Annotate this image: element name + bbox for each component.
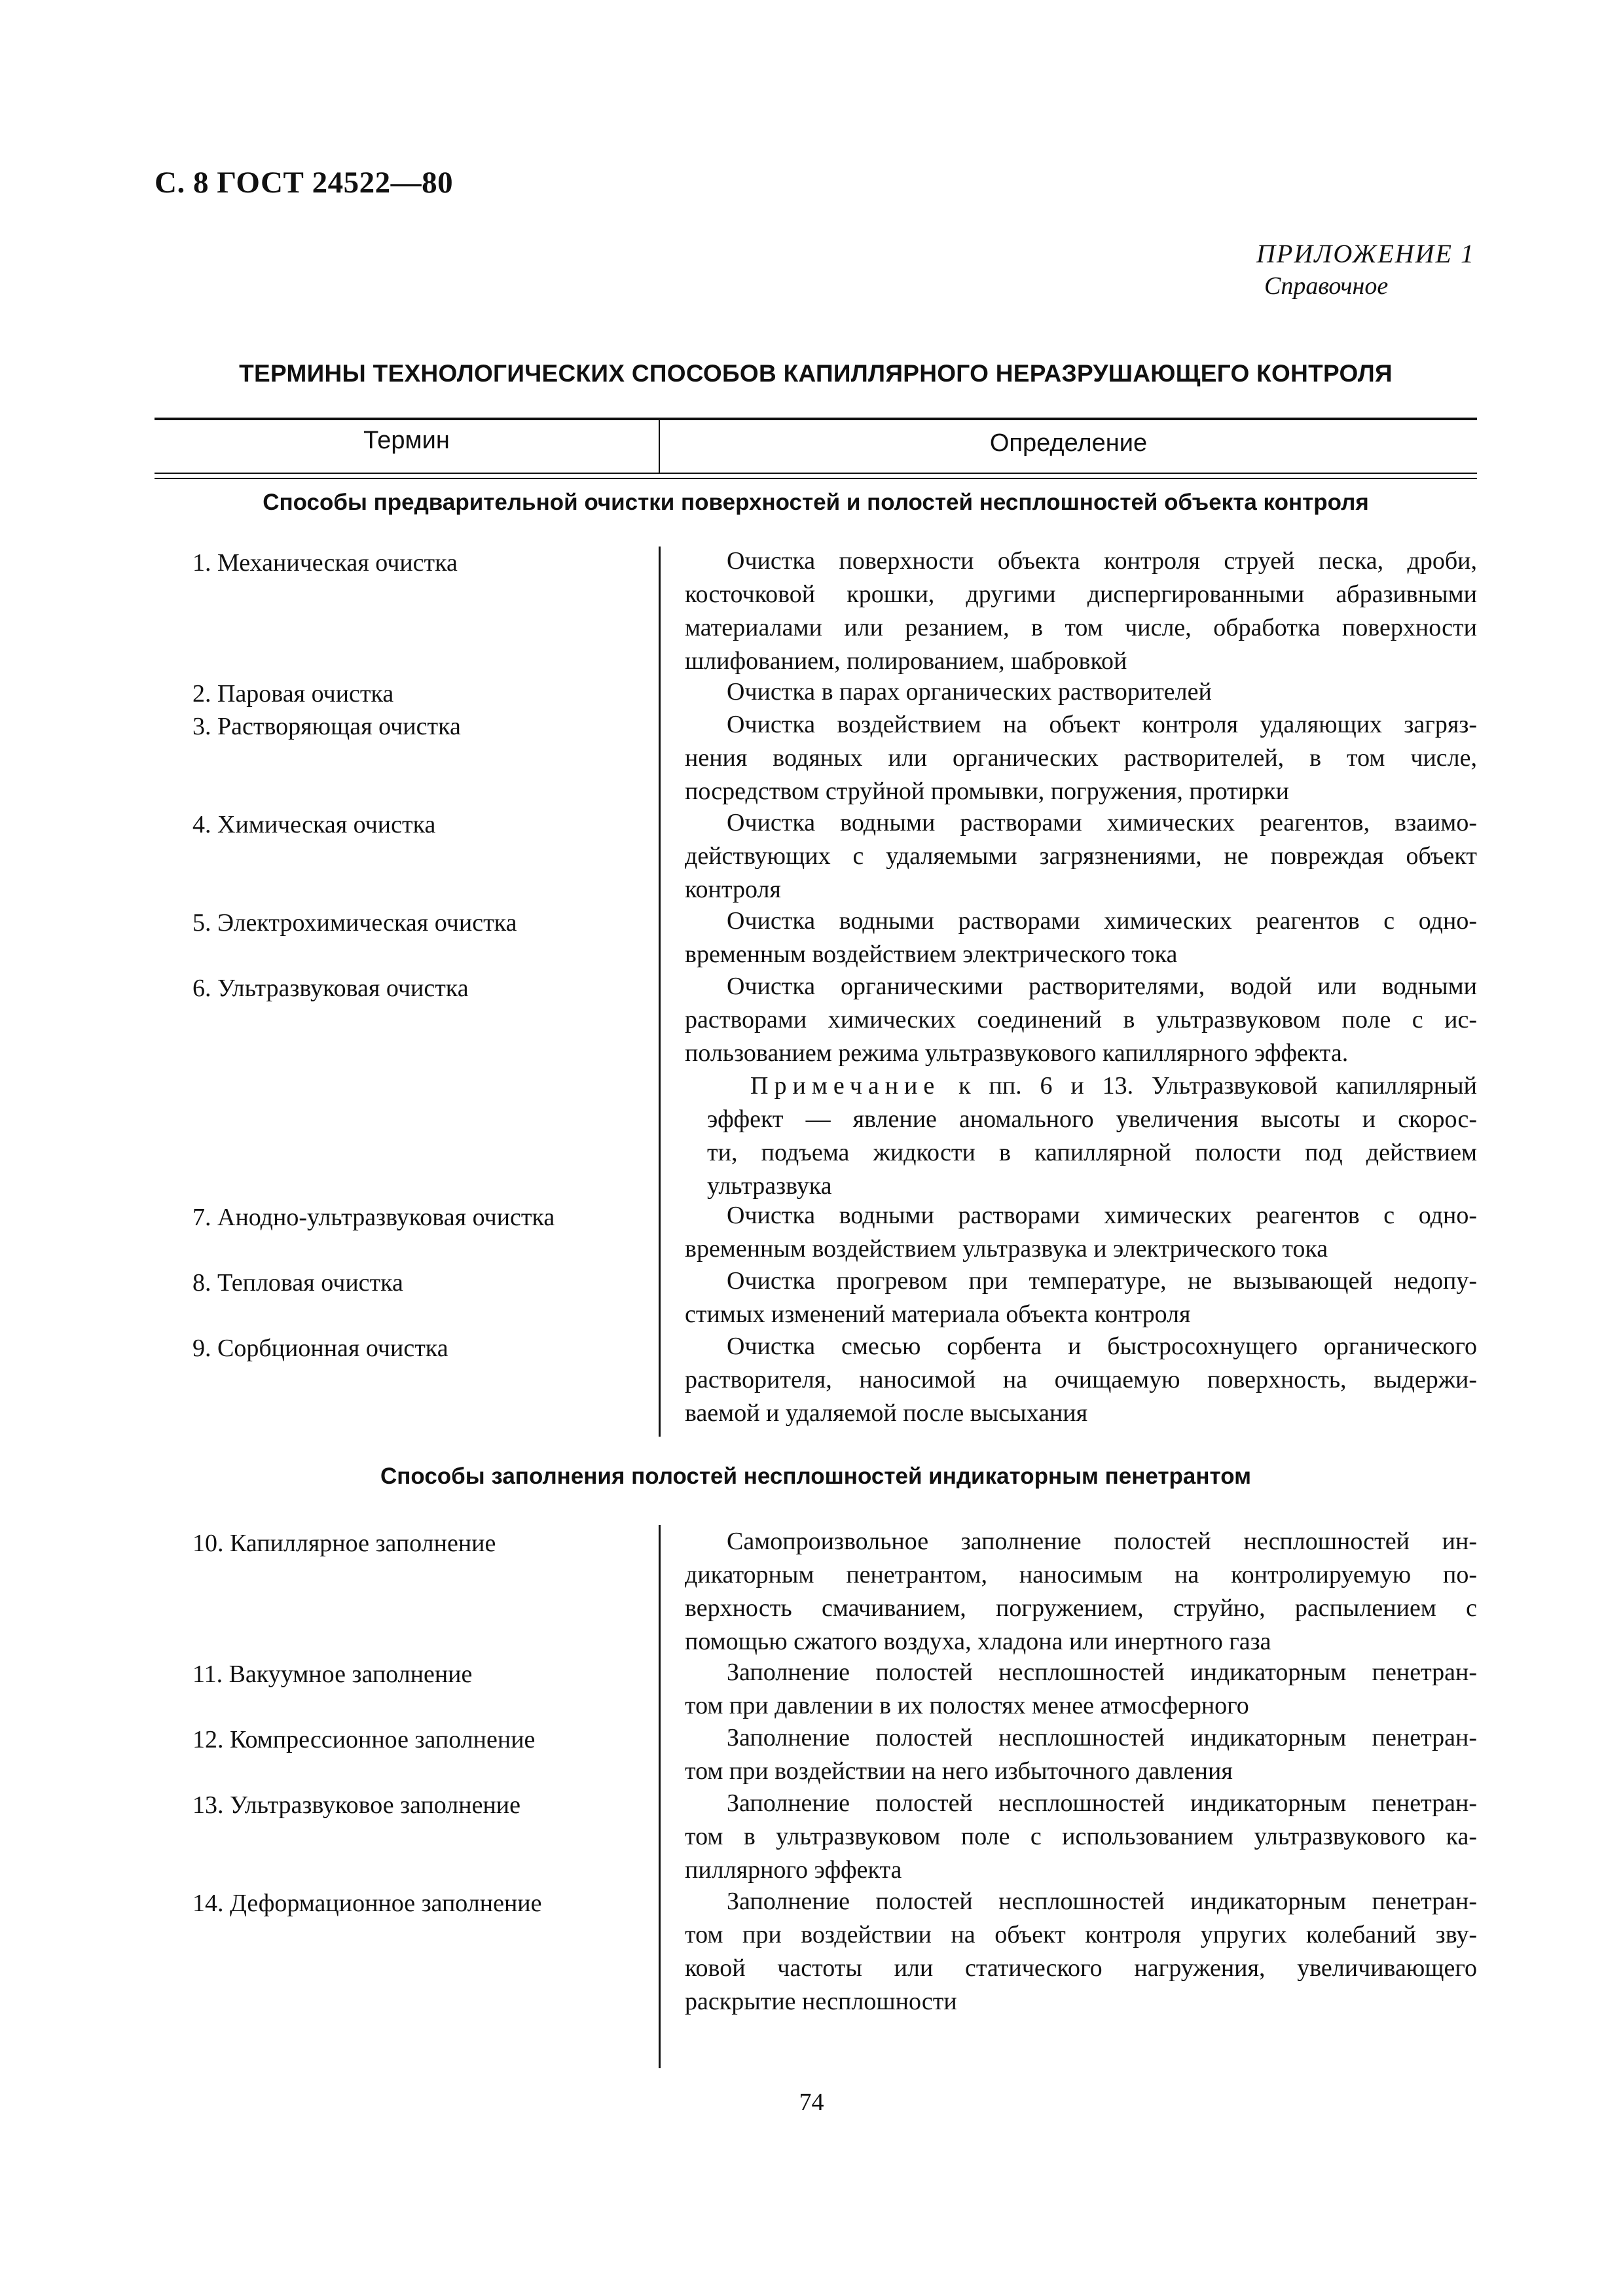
term-item: 5. Электрохимическая очистка xyxy=(192,909,517,937)
definition-item: Очистка водными растворами химических реагентов с одно- временным воздействием электрического тока xyxy=(685,907,1477,968)
term-item: 4. Химическая очистка xyxy=(192,811,436,838)
definition-item: Очистка органическими растворителями, водой или водными растворами химических соединений в ультразвуковом поле с ис- пользованием режима ультразвукового капиллярного эффекта. xyxy=(685,973,1477,1067)
page-number: 74 xyxy=(799,2089,824,2116)
definition-item: Очистка прогревом при температуре, не вызывающей недопу- стимых изменений материала объекта контроля xyxy=(685,1267,1477,1328)
definition-item: Очистка в парах органических растворителей xyxy=(727,678,1212,706)
definition-item: Очистка смесью сорбента и быстросохнущего органического растворителя, наносимой на очищаемую поверхность, выдержи- ваемой и удаляемой после высыхания xyxy=(685,1333,1477,1427)
term-item: 14. Деформационное заполнение xyxy=(192,1890,542,1917)
column-divider xyxy=(659,547,661,1437)
definition-item: Заполнение полостей несплошностей индикаторным пенетран- том при давлении в их полостях менее атмосферного xyxy=(685,1659,1477,1719)
term-item: 9. Сорбционная очистка xyxy=(192,1335,448,1362)
column-divider xyxy=(659,1525,661,2068)
term-item: 2. Паровая очистка xyxy=(192,680,394,708)
page-header: С. 8 ГОСТ 24522—80 xyxy=(155,166,454,200)
column-header-definition: Определение xyxy=(989,429,1148,457)
term-item: 13. Ультразвуковое заполнение xyxy=(192,1791,521,1819)
term-item: 10. Капиллярное заполнение xyxy=(192,1530,496,1557)
appendix-subtitle: Справочное xyxy=(1264,272,1389,300)
term-item: 12. Компрессионное заполнение xyxy=(192,1726,536,1753)
document-title: ТЕРМИНЫ ТЕХНОЛОГИЧЕСКИХ СПОСОБОВ КАПИЛЛЯРНОГО НЕРАЗРУШАЮЩЕГО КОНТРОЛЯ xyxy=(239,360,1393,387)
term-item: 11. Вакуумное заполнение xyxy=(192,1660,473,1688)
appendix-title: ПРИЛОЖЕНИЕ 1 xyxy=(1256,239,1475,268)
definition-item: Заполнение полостей несплошностей индикаторным пенетран- том при воздействии на него избыточного давления xyxy=(685,1724,1477,1785)
note-label: Примечание xyxy=(750,1072,941,1100)
definition-item: Самопроизвольное заполнение полостей несплошностей ин- дикаторным пенетрантом, наносимым на контролируемую по- верхность смачиванием, погружением, струйно, распылением с помощью сжатого воздуха, хладона или инертного газа xyxy=(685,1528,1477,1655)
definition-item: Заполнение полостей несплошностей индикаторным пенетран- том при воздействии на объект контроля упругих колебаний зву- ковой частоты или статического нагружения, увеличивающего раскрытие несплошности xyxy=(685,1888,1477,2015)
definition-note: Примечание к пп. 6 и 13. Ультразвуковой капиллярный эффект — явление аномального увеличения высоты и скорос- ти, подъема жидкости в капиллярной полости под действием ультразвука xyxy=(707,1072,1477,1200)
term-item: 6. Ультразвуковая очистка xyxy=(192,975,469,1002)
definition-item: Очистка воздействием на объект контроля удаляющих загряз- нения водяных или органических растворителей, в том числе, посредством струйной промывки, погружения, протирки xyxy=(685,711,1477,805)
definition-item: Очистка водными растворами химических реагентов, взаимо- действующих с удаляемыми загрязнениями, не повреждая объект контроля xyxy=(685,809,1477,903)
definition-item: Заполнение полостей несплошностей индикаторным пенетран- том в ультразвуковом поле с использованием ультразвукового ка- пиллярного эффекта xyxy=(685,1789,1477,1884)
section-title-cleaning: Способы предварительной очистки поверхностей и полостей несплошностей объекта контроля xyxy=(263,490,1369,515)
term-item: 3. Растворяющая очистка xyxy=(192,713,461,740)
definition-item: Очистка водными растворами химических реагентов с одно- временным воздействием ультразвука и электрического тока xyxy=(685,1202,1477,1263)
table-header-double-rule xyxy=(155,473,1477,479)
term-item: 7. Анодно-ультразвуковая очистка xyxy=(192,1204,555,1231)
table-top-rule xyxy=(155,418,1477,420)
appendix-label xyxy=(1256,238,1475,300)
term-item: 1. Механическая очистка xyxy=(192,549,458,577)
section-title-filling: Способы заполнения полостей несплошностей индикаторным пенетрантом xyxy=(380,1463,1252,1489)
definition-item: Очистка поверхности объекта контроля струей песка, дроби, косточковой крошки, другими диспергированными абразивными материалами или резанием, в том числе, обработка поверхности шлифованием, полированием, шабровкой xyxy=(685,547,1477,675)
column-header-term: Термин xyxy=(363,427,450,454)
term-item: 8. Тепловая очистка xyxy=(192,1269,403,1297)
